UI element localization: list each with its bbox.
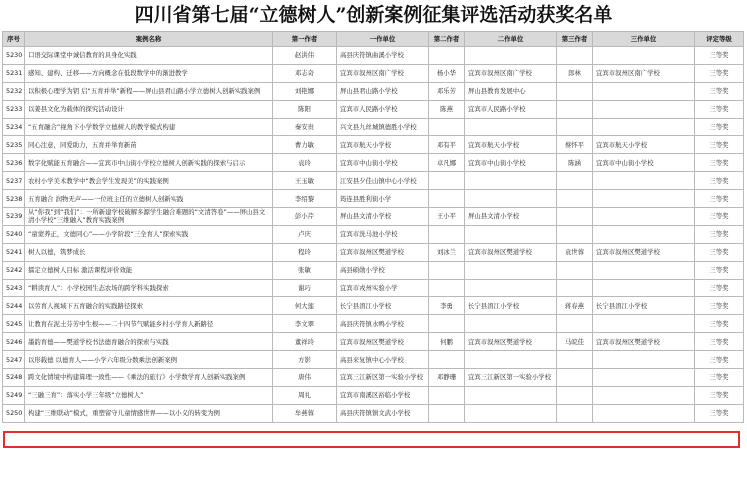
row-id-cell: 5235 bbox=[3, 136, 25, 154]
case-name-cell: “耕读育人”：小学校园生态农场的跨学科实践探索 bbox=[25, 279, 273, 297]
first-unit-cell: 宜宾市叙州区樊道学校 bbox=[337, 333, 429, 351]
table-row bbox=[3, 404, 744, 422]
header-second-unit: 二作单位 bbox=[465, 32, 557, 47]
third-unit-cell bbox=[593, 118, 695, 136]
first-author-cell: 唐伟 bbox=[273, 369, 337, 387]
award-level-cell: 三等奖 bbox=[695, 47, 744, 65]
row-id-cell: 5244 bbox=[3, 297, 25, 315]
table-row bbox=[3, 47, 744, 65]
third-author-cell bbox=[557, 172, 593, 190]
award-level-cell: 三等奖 bbox=[695, 64, 744, 82]
first-unit-cell: 屏山县君山路小学校 bbox=[337, 82, 429, 100]
table-row bbox=[3, 100, 744, 118]
table-row bbox=[3, 154, 744, 172]
third-author-cell bbox=[557, 225, 593, 243]
third-unit-cell bbox=[593, 279, 695, 297]
row-id-cell: 5239 bbox=[3, 208, 25, 226]
first-author-cell: 邓志奇 bbox=[273, 64, 337, 82]
award-level-cell: 三等奖 bbox=[695, 369, 744, 387]
first-author-cell: 曹力敏 bbox=[273, 136, 337, 154]
second-unit-cell: 宜宾三江新区第一实验小学校 bbox=[465, 369, 557, 387]
second-author-cell: 何鹏 bbox=[429, 333, 465, 351]
second-author-cell bbox=[429, 351, 465, 369]
row-id-cell: 5231 bbox=[3, 64, 25, 82]
award-table bbox=[2, 31, 744, 423]
second-unit-cell: 宜宾市中山街小学校 bbox=[465, 154, 557, 172]
second-unit-cell: 宜宾市叙州区南广学校 bbox=[465, 64, 557, 82]
third-author-cell bbox=[557, 208, 593, 226]
row-id-cell: 5250 bbox=[3, 404, 25, 422]
first-author-cell: 李绍黎 bbox=[273, 190, 337, 208]
award-level-cell: 三等奖 bbox=[695, 243, 744, 261]
third-author-cell: 郎林 bbox=[557, 64, 593, 82]
case-name-cell: “五育融合”视角下小学数学立德树人的教学模式构建 bbox=[25, 118, 273, 136]
first-unit-cell: 高县庆符镇曲溪小学校 bbox=[337, 47, 429, 65]
third-unit-cell bbox=[593, 386, 695, 404]
third-unit-cell bbox=[593, 225, 695, 243]
first-unit-cell: 筠连县胜利街小学 bbox=[337, 190, 429, 208]
case-name-cell: 从“你我”到“我们”：一所新建学校破解多源学生融合难题的“文清答卷”——屏山县文清小学校“三维融入”教育实践案例 bbox=[25, 208, 273, 226]
second-author-cell: 刘冰兰 bbox=[429, 243, 465, 261]
first-author-cell: 陈阳 bbox=[273, 100, 337, 118]
third-author-cell bbox=[557, 351, 593, 369]
table-body bbox=[3, 47, 744, 423]
table-row bbox=[3, 261, 744, 279]
third-author-cell bbox=[557, 47, 593, 65]
award-level-cell: 三等奖 bbox=[695, 225, 744, 243]
case-name-cell: 口语交际课堂中诚信教育的具身化实践 bbox=[25, 47, 273, 65]
third-unit-cell bbox=[593, 208, 695, 226]
row-id-cell: 5233 bbox=[3, 100, 25, 118]
second-author-cell bbox=[429, 118, 465, 136]
case-name-cell: 五育融合 润物无声——一位班主任的立德树人创新实践 bbox=[25, 190, 273, 208]
first-unit-cell: 兴文县九丝城镇德胜小学校 bbox=[337, 118, 429, 136]
second-author-cell: 卓凡娜 bbox=[429, 154, 465, 172]
third-unit-cell bbox=[593, 47, 695, 65]
table-header-row bbox=[3, 32, 744, 47]
third-author-cell bbox=[557, 404, 593, 422]
row-id-cell: 5240 bbox=[3, 225, 25, 243]
second-unit-cell: 宜宾市叙州区樊道学校 bbox=[465, 243, 557, 261]
third-unit-cell: 宜宾市叙州区樊道学校 bbox=[593, 243, 695, 261]
second-author-cell: 邓乐芳 bbox=[429, 82, 465, 100]
first-unit-cell: 高县来复镇中心小学校 bbox=[337, 351, 429, 369]
table-row bbox=[3, 369, 744, 387]
award-level-cell: 三等奖 bbox=[695, 333, 744, 351]
second-author-cell: 王小平 bbox=[429, 208, 465, 226]
third-author-cell bbox=[557, 82, 593, 100]
third-unit-cell: 宜宾市航天小学校 bbox=[593, 136, 695, 154]
first-author-cell: 周礼 bbox=[273, 386, 337, 404]
award-level-cell: 三等奖 bbox=[695, 279, 744, 297]
first-unit-cell: 宜宾市叙州区樊道学校 bbox=[337, 243, 429, 261]
second-author-cell bbox=[429, 225, 465, 243]
third-unit-cell bbox=[593, 351, 695, 369]
first-unit-cell: 长宁县淯江小学校 bbox=[337, 297, 429, 315]
second-unit-cell bbox=[465, 225, 557, 243]
first-author-cell: 袁玲 bbox=[273, 154, 337, 172]
second-author-cell bbox=[429, 47, 465, 65]
first-author-cell: 方影 bbox=[273, 351, 337, 369]
second-unit-cell: 宜宾市叙州区樊道学校 bbox=[465, 333, 557, 351]
table-row bbox=[3, 315, 744, 333]
second-unit-cell: 长宁县淯江小学校 bbox=[465, 297, 557, 315]
case-name-cell: 同心注意，同爱助力，五育并举育新苗 bbox=[25, 136, 273, 154]
third-unit-cell bbox=[593, 369, 695, 387]
award-level-cell: 三等奖 bbox=[695, 118, 744, 136]
first-author-cell: 赵洪伟 bbox=[273, 47, 337, 65]
case-name-cell: 墨韵育德——樊道学校书法德育融合的探索与实践 bbox=[25, 333, 273, 351]
third-unit-cell bbox=[593, 261, 695, 279]
award-level-cell: 三等奖 bbox=[695, 404, 744, 422]
header-first-author: 第一作者 bbox=[273, 32, 337, 47]
case-name-cell: 以形载德 以德育人——小学六年级分数乘法创新案例 bbox=[25, 351, 273, 369]
first-unit-cell: 宜宾市洗马池小学校 bbox=[337, 225, 429, 243]
case-name-cell: “三融三育”：落实小学三年级“立德树人” bbox=[25, 386, 273, 404]
row-id-cell: 5230 bbox=[3, 47, 25, 65]
row-id-cell: 5246 bbox=[3, 333, 25, 351]
first-unit-cell: 宜宾市航天小学校 bbox=[337, 136, 429, 154]
second-unit-cell: 宜宾市航天小学校 bbox=[465, 136, 557, 154]
table-row bbox=[3, 64, 744, 82]
award-level-cell: 三等奖 bbox=[695, 208, 744, 226]
row-id-cell: 5242 bbox=[3, 261, 25, 279]
first-unit-cell: 屏山县文清小学校 bbox=[337, 208, 429, 226]
case-name-cell: 构建“三维联动”模式，重塑留守儿童情感世界——以小义的转变为例 bbox=[25, 404, 273, 422]
first-unit-cell: 高县庆符镇镇文武小学校 bbox=[337, 404, 429, 422]
case-name-cell: 以劳育人视域下五育融合的实践路径探索 bbox=[25, 297, 273, 315]
second-author-cell bbox=[429, 386, 465, 404]
second-author-cell: 邓有平 bbox=[429, 136, 465, 154]
case-name-cell: 数字化赋能五育融合——宜宾市中山街小学校立德树人创新实践的探索与启示 bbox=[25, 154, 273, 172]
second-unit-cell: 屏山县文清小学校 bbox=[465, 208, 557, 226]
header-second-author: 第二作者 bbox=[429, 32, 465, 47]
third-author-cell bbox=[557, 118, 593, 136]
case-name-cell: 跨文化情境中构建算理一致性——《乘法的旅行》小学数学育人创新实践案例 bbox=[25, 369, 273, 387]
row-id-cell: 5238 bbox=[3, 190, 25, 208]
third-author-cell bbox=[557, 100, 593, 118]
second-unit-cell bbox=[465, 118, 557, 136]
row-id-cell: 5249 bbox=[3, 386, 25, 404]
row-id-cell: 5243 bbox=[3, 279, 25, 297]
third-unit-cell: 宜宾市叙州区南广学校 bbox=[593, 64, 695, 82]
table-row bbox=[3, 386, 744, 404]
third-unit-cell bbox=[593, 172, 695, 190]
second-unit-cell: 屏山县教育发展中心 bbox=[465, 82, 557, 100]
table-row bbox=[3, 333, 744, 351]
third-author-cell: 陈涵 bbox=[557, 154, 593, 172]
first-unit-cell: 宜宾三江新区第一实验小学校 bbox=[337, 369, 429, 387]
case-name-cell: “童蒙养正，文德同心”——小学阶段“三全育人”探索实践 bbox=[25, 225, 273, 243]
first-unit-cell: 高县硕勋小学校 bbox=[337, 261, 429, 279]
first-author-cell: 刘艳娜 bbox=[273, 82, 337, 100]
first-author-cell: 牟燕蓉 bbox=[273, 404, 337, 422]
case-name-cell: 农村小学美术教学中“教会学生发现美”的实践案例 bbox=[25, 172, 273, 190]
highlight-box bbox=[3, 431, 740, 448]
header-third-unit: 三作单位 bbox=[593, 32, 695, 47]
row-id-cell: 5247 bbox=[3, 351, 25, 369]
first-author-cell: 张敏 bbox=[273, 261, 337, 279]
row-id-cell: 5241 bbox=[3, 243, 25, 261]
first-unit-cell: 宜宾市南溪区裕临小学校 bbox=[337, 386, 429, 404]
third-unit-cell: 宜宾市叙州区樊道学校 bbox=[593, 333, 695, 351]
table-row bbox=[3, 279, 744, 297]
third-author-cell: 蒋春燕 bbox=[557, 297, 593, 315]
header-case-name: 案例名称 bbox=[25, 32, 273, 47]
third-author-cell bbox=[557, 261, 593, 279]
second-author-cell: 陈燕 bbox=[429, 100, 465, 118]
second-author-cell bbox=[429, 261, 465, 279]
table-row bbox=[3, 82, 744, 100]
second-author-cell: 李勇 bbox=[429, 297, 465, 315]
case-name-cell: 以积极心理学为钥 启“五育并举”新程——屏山县君山路小学立德树人创新实践案例 bbox=[25, 82, 273, 100]
second-author-cell bbox=[429, 315, 465, 333]
first-author-cell: 谢巧 bbox=[273, 279, 337, 297]
second-unit-cell bbox=[465, 172, 557, 190]
third-unit-cell bbox=[593, 82, 695, 100]
third-unit-cell bbox=[593, 100, 695, 118]
second-unit-cell bbox=[465, 386, 557, 404]
third-author-cell bbox=[557, 315, 593, 333]
page-title: 四川省第七届“立德树人”创新案例征集评选活动获奖名单 bbox=[134, 4, 613, 26]
first-unit-cell: 宜宾市戎州实验小学 bbox=[337, 279, 429, 297]
table-row bbox=[3, 243, 744, 261]
first-author-cell: 何大莲 bbox=[273, 297, 337, 315]
third-author-cell bbox=[557, 369, 593, 387]
third-unit-cell bbox=[593, 404, 695, 422]
award-level-cell: 三等奖 bbox=[695, 297, 744, 315]
row-id-cell: 5248 bbox=[3, 369, 25, 387]
award-level-cell: 三等奖 bbox=[695, 154, 744, 172]
row-id-cell: 5234 bbox=[3, 118, 25, 136]
header-id: 序号 bbox=[3, 32, 25, 47]
second-author-cell bbox=[429, 172, 465, 190]
table-row bbox=[3, 351, 744, 369]
row-id-cell: 5237 bbox=[3, 172, 25, 190]
second-unit-cell bbox=[465, 315, 557, 333]
table-row bbox=[3, 208, 744, 226]
third-author-cell bbox=[557, 190, 593, 208]
table-row bbox=[3, 190, 744, 208]
second-unit-cell bbox=[465, 190, 557, 208]
third-author-cell bbox=[557, 279, 593, 297]
first-unit-cell: 高县庆符镇水鸭小学校 bbox=[337, 315, 429, 333]
award-level-cell: 三等奖 bbox=[695, 261, 744, 279]
second-author-cell bbox=[429, 190, 465, 208]
first-author-cell: 程玲 bbox=[273, 243, 337, 261]
award-level-cell: 三等奖 bbox=[695, 190, 744, 208]
first-unit-cell: 江安县夕佳山镇中心小学校 bbox=[337, 172, 429, 190]
third-author-cell: 袁世蓉 bbox=[557, 243, 593, 261]
table-row bbox=[3, 172, 744, 190]
header-third-author: 第三作者 bbox=[557, 32, 593, 47]
second-author-cell bbox=[429, 279, 465, 297]
row-id-cell: 5236 bbox=[3, 154, 25, 172]
second-unit-cell bbox=[465, 404, 557, 422]
case-name-cell: 擂定立德树人目标 激活课程评价效能 bbox=[25, 261, 273, 279]
table-row bbox=[3, 225, 744, 243]
first-unit-cell: 宜宾市中山街小学校 bbox=[337, 154, 429, 172]
award-level-cell: 三等奖 bbox=[695, 315, 744, 333]
first-author-cell: 王玉敏 bbox=[273, 172, 337, 190]
header-award-level: 评定等级 bbox=[695, 32, 744, 47]
second-unit-cell bbox=[465, 261, 557, 279]
third-author-cell: 蔡怀平 bbox=[557, 136, 593, 154]
second-unit-cell bbox=[465, 279, 557, 297]
second-author-cell: 杨小华 bbox=[429, 64, 465, 82]
first-author-cell: 李文翠 bbox=[273, 315, 337, 333]
award-level-cell: 三等奖 bbox=[695, 172, 744, 190]
award-level-cell: 三等奖 bbox=[695, 351, 744, 369]
case-name-cell: 树人以德，筑梦成长 bbox=[25, 243, 273, 261]
second-author-cell bbox=[429, 404, 465, 422]
table-row bbox=[3, 297, 744, 315]
second-unit-cell bbox=[465, 47, 557, 65]
award-level-cell: 三等奖 bbox=[695, 100, 744, 118]
award-level-cell: 三等奖 bbox=[695, 136, 744, 154]
case-name-cell: 感知、建构、迁移——方向概念在低段数学中的渐进教学 bbox=[25, 64, 273, 82]
table-row bbox=[3, 136, 744, 154]
row-id-cell: 5245 bbox=[3, 315, 25, 333]
first-unit-cell: 宜宾市人民路小学校 bbox=[337, 100, 429, 118]
first-unit-cell: 宜宾市叙州区南广学校 bbox=[337, 64, 429, 82]
second-author-cell: 邓静珊 bbox=[429, 369, 465, 387]
third-author-cell: 马皖佳 bbox=[557, 333, 593, 351]
first-author-cell: 董祥玲 bbox=[273, 333, 337, 351]
row-id-cell: 5232 bbox=[3, 82, 25, 100]
case-name-cell: 让教育在泥土芬芳中生根——二十四节气赋能乡村小学育人新路径 bbox=[25, 315, 273, 333]
third-unit-cell bbox=[593, 315, 695, 333]
table-row bbox=[3, 118, 744, 136]
header-first-unit: 一作单位 bbox=[337, 32, 429, 47]
second-unit-cell bbox=[465, 351, 557, 369]
first-author-cell: 秦安贵 bbox=[273, 118, 337, 136]
third-unit-cell bbox=[593, 190, 695, 208]
award-level-cell: 三等奖 bbox=[695, 82, 744, 100]
first-author-cell: 卢庆 bbox=[273, 225, 337, 243]
award-level-cell: 三等奖 bbox=[695, 386, 744, 404]
second-unit-cell: 宜宾市人民路小学校 bbox=[465, 100, 557, 118]
third-unit-cell: 长宁县淯江小学校 bbox=[593, 297, 695, 315]
third-author-cell bbox=[557, 386, 593, 404]
third-unit-cell: 宜宾市中山街小学校 bbox=[593, 154, 695, 172]
first-author-cell: 彭小芹 bbox=[273, 208, 337, 226]
case-name-cell: 以姜县文化为载体的探究活动设计 bbox=[25, 100, 273, 118]
